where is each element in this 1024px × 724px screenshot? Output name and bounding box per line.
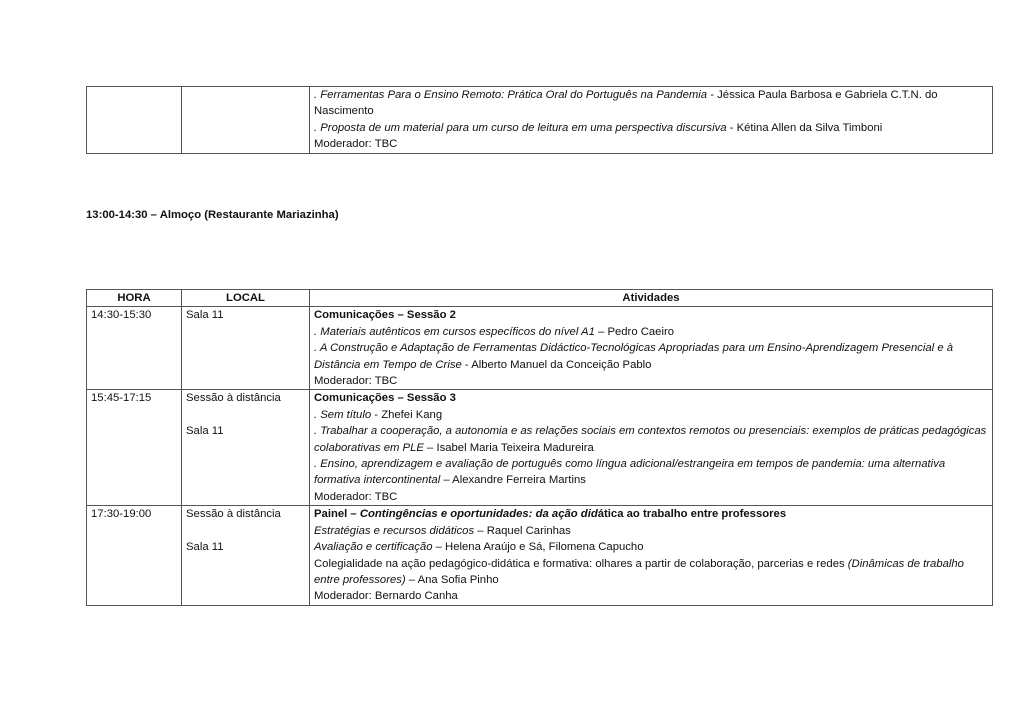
activity-item <box>314 87 988 120</box>
atividades-cell <box>310 390 993 506</box>
activity-title: . Trabalhar a cooperação, a autonomia e as relações sociais em contextos remotos ou presenciais: exemplos de práticas pedagógicas colaborativas em PLE <box>314 425 987 454</box>
table-header-row <box>87 290 993 307</box>
activity-title: Colegialidade na ação pedagógico-didática e formativa: olhares a partir de colaboração, parcerias e redes <box>314 557 848 570</box>
session-table <box>86 289 993 606</box>
activity-title: . Sem título <box>314 408 372 421</box>
local-cell <box>182 307 310 390</box>
activity-authors: Raquel Carinhas <box>486 524 571 537</box>
moderator: Moderador: TBC <box>314 375 398 388</box>
local-cell <box>182 506 310 605</box>
activity-separator: - <box>726 121 737 134</box>
table-row <box>87 87 993 154</box>
activity-separator: - <box>707 89 718 101</box>
activity-separator: – <box>440 474 453 487</box>
local-cell <box>182 87 310 154</box>
activity-separator: – <box>405 573 418 586</box>
activity-item <box>314 324 988 340</box>
activity-item <box>314 556 988 589</box>
activity-separator: - <box>461 358 472 371</box>
local-label: Sala 11 <box>186 425 224 438</box>
session-table-continuation <box>86 86 993 154</box>
panel-title-suffix: ática ao trabalho entre professores <box>597 508 787 521</box>
panel-prefix: Painel – <box>314 508 360 521</box>
session-title: Comunicações – Sessão 3 <box>314 392 456 405</box>
hora-cell <box>87 87 182 154</box>
hora-cell: 14:30-15:30 <box>87 307 182 390</box>
atividades-cell <box>310 87 993 154</box>
activity-title: Estratégias e recursos didáticos <box>314 524 475 537</box>
activity-authors: Alexandre Ferreira Martins <box>452 474 586 487</box>
table-row <box>87 506 993 605</box>
activity-separator: – <box>594 325 608 338</box>
activity-item <box>314 407 988 423</box>
activity-item <box>314 423 988 456</box>
atividades-cell <box>310 506 993 605</box>
activity-separator: – <box>432 541 446 554</box>
local-label: Sala 11 <box>186 309 224 322</box>
activity-authors: Jéssica Paula Barbosa e Gabriela C.T.N. do Nascimento <box>314 89 938 118</box>
local-cell <box>182 390 310 506</box>
atividades-cell <box>310 307 993 390</box>
activity-item <box>314 456 988 489</box>
table-row <box>87 390 993 506</box>
activity-authors: Kétina Allen da Silva Timboni <box>736 121 883 134</box>
header-local: LOCAL <box>182 290 310 307</box>
activity-separator: – <box>423 441 437 454</box>
session-title: Comunicações – Sessão 2 <box>314 309 456 322</box>
activity-separator: - <box>371 408 382 421</box>
activity-title: . Ferramentas Para o Ensino Remoto: Prática Oral do Português na Pandemia <box>314 89 708 101</box>
header-hora: HORA <box>87 290 182 307</box>
activity-title: Avaliação e certificação <box>314 541 433 554</box>
activity-title: . A Construção e Adaptação de Ferramentas Didáctico-Tecnológicas Apropriadas para um Ensino-Aprendizagem Presencial e à Distância em Tempo de Crise <box>314 342 954 371</box>
activity-authors: Isabel Maria Teixeira Madureira <box>436 441 594 454</box>
header-atividades: Atividades <box>310 290 993 307</box>
moderator: Moderador: TBC <box>314 490 398 503</box>
panel-title-italic: Contingências e oportunidades: da ação did <box>359 508 598 521</box>
lunch-heading: 13:00-14:30 – Almoço (Restaurante Mariazinha) <box>86 209 339 221</box>
activity-authors: Zhefei Kang <box>381 408 443 421</box>
activity-separator: – <box>474 524 487 537</box>
local-label: Sessão à distância <box>186 508 281 521</box>
local-label: Sala 11 <box>186 541 224 554</box>
panel-title <box>314 506 988 522</box>
local-label: Sessão à distância <box>186 392 281 405</box>
activity-subtitle: (Dinâmicas de trabalho entre professores) <box>314 557 964 586</box>
moderator: Moderador: Bernardo Canha <box>314 590 458 603</box>
activity-item <box>314 340 988 373</box>
activity-item <box>314 120 988 136</box>
activity-authors: Alberto Manuel da Conceição Pablo <box>471 358 652 371</box>
activity-authors: Pedro Caeiro <box>607 325 675 338</box>
table-row <box>87 307 993 390</box>
activity-authors: Ana Sofia Pinho <box>417 573 499 586</box>
activity-item <box>314 539 988 555</box>
activity-title: . Ensino, aprendizagem e avaliação de português como língua adicional/estrangeira em tempos de pandemia: uma alternativa formativa intercontinental <box>314 458 946 487</box>
moderator: Moderador: TBC <box>314 138 398 151</box>
activity-authors: Helena Araújo e Sá, Filomena Capucho <box>445 541 644 554</box>
activity-item <box>314 523 988 539</box>
activity-title: . Materiais autênticos em cursos específicos do nível A1 <box>314 325 595 338</box>
activity-title: . Proposta de um material para um curso de leitura em uma perspectiva discursiva <box>314 121 727 134</box>
hora-cell: 17:30-19:00 <box>87 506 182 605</box>
hora-cell: 15:45-17:15 <box>87 390 182 506</box>
